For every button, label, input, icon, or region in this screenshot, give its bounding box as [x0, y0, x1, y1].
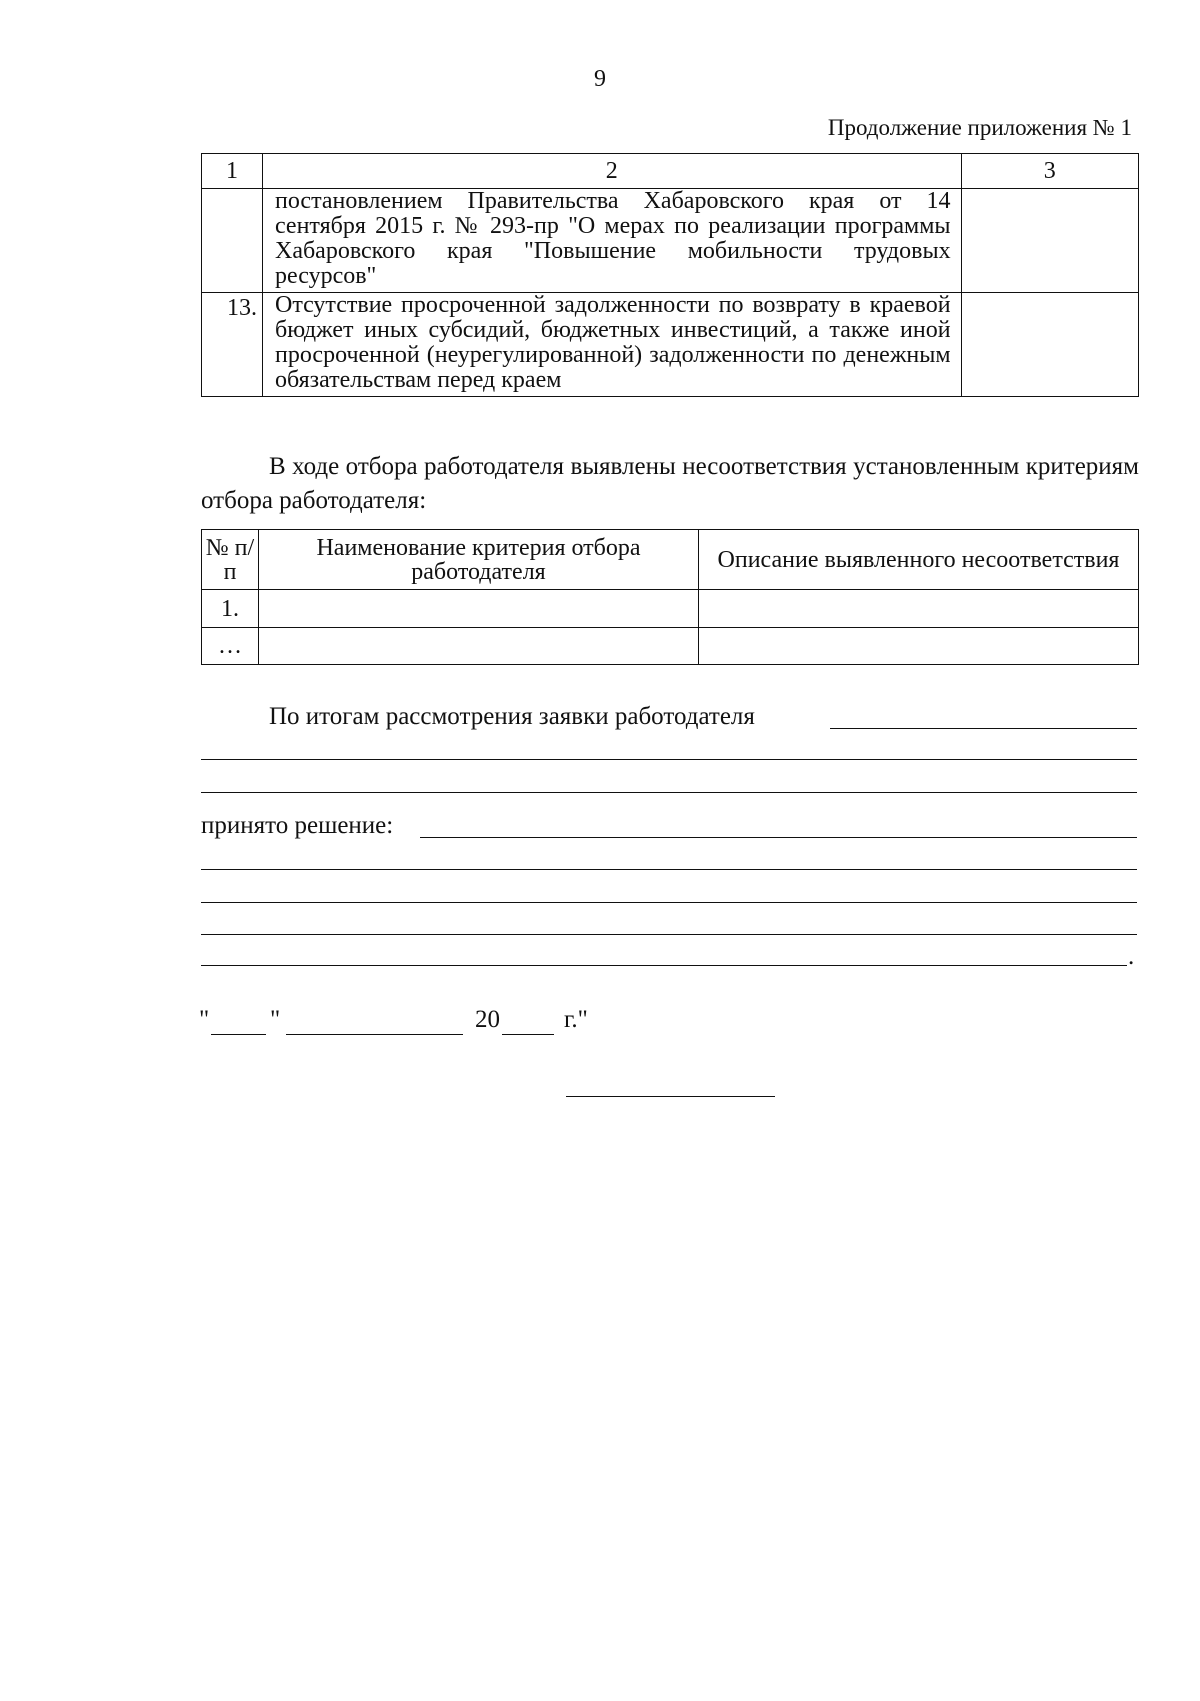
fill-line[interactable]: [201, 869, 1137, 870]
day-line[interactable]: [211, 1034, 266, 1035]
row-number: 1.: [202, 590, 259, 628]
header-col-2: 2: [262, 154, 961, 189]
discrepancy-intro: В ходе отбора работодателя выявлены несоответствия установленным критериям отбора работодателя:: [201, 453, 1139, 514]
criterion-cell: [259, 628, 699, 665]
year-suffix: г.": [564, 1006, 588, 1033]
criteria-table: [201, 153, 1139, 397]
header-number: № п/п: [202, 530, 259, 590]
table-row: [202, 590, 1139, 628]
criterion-value: [961, 293, 1138, 397]
date-quote-open: ": [199, 1006, 210, 1033]
row-number: [202, 189, 263, 293]
header-description: Описание выявленного несоответствия: [699, 530, 1139, 590]
table-header-row: [202, 154, 1139, 189]
table-row: [202, 189, 1139, 293]
criterion-cell: [259, 590, 699, 628]
description-cell: [699, 590, 1139, 628]
header-col-1: 1: [202, 154, 263, 189]
continuation-header: Продолжение приложения № 1: [827, 115, 1132, 140]
month-line[interactable]: [286, 1034, 463, 1035]
criterion-value: [961, 189, 1138, 293]
year-line[interactable]: [502, 1034, 554, 1035]
criterion-text: Отсутствие просроченной задолженности по возврату в краевой бюджет иных субсидий, бюджетных инвестиций, а также иной просроченной (неурегулированной) задолженности по денежным обязательствам перед краем: [262, 293, 961, 397]
employer-name-line[interactable]: [830, 728, 1137, 729]
result-label: По итогам рассмотрения заявки работодателя: [269, 703, 755, 730]
header-col-3: 3: [961, 154, 1138, 189]
table-row: [202, 293, 1139, 397]
criterion-text: постановлением Правительства Хабаровского края от 14 сентября 2015 г. № 293-пр "О мерах по реализации программы Хабаровского края "Повышение мобильности трудовых ресурсов": [262, 189, 961, 293]
table-row: [202, 628, 1139, 665]
description-cell: [699, 628, 1139, 665]
final-period: .: [1128, 943, 1135, 970]
closing-separator: [566, 1096, 775, 1097]
year-prefix: 20: [475, 1006, 500, 1033]
row-number: …: [202, 628, 259, 665]
fill-line[interactable]: [201, 759, 1137, 760]
fill-line[interactable]: [201, 934, 1137, 935]
page-number: 9: [594, 66, 606, 92]
fill-line[interactable]: [201, 902, 1137, 903]
fill-line[interactable]: [201, 792, 1137, 793]
row-number: 13.: [202, 293, 263, 397]
decision-label: принято решение:: [201, 812, 394, 839]
decision-line[interactable]: [420, 837, 1137, 838]
fill-line[interactable]: [201, 965, 1127, 966]
discrepancy-table: [201, 529, 1139, 665]
header-criterion: Наименование критерия отбора работодателя: [259, 530, 699, 590]
date-quote-mid: ": [270, 1006, 281, 1033]
table-header-row: [202, 530, 1139, 590]
